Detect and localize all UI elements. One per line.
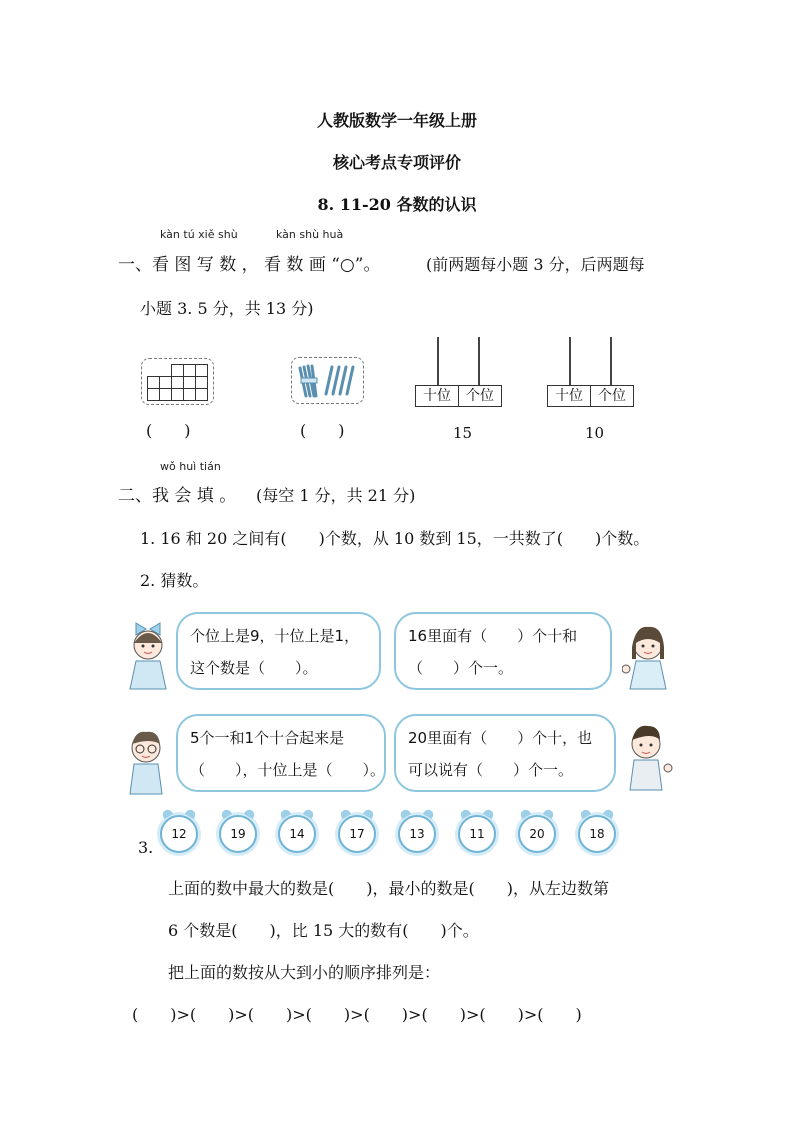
order-blanks: ( )>( )>( )>( )>( )>( )>( )>( ) (132, 1005, 582, 1024)
pinyin-look-write: kàn tú xiě shù (160, 228, 238, 241)
ones-label: 个位 (590, 386, 633, 406)
abacus-rod-ones (478, 337, 480, 387)
bubble-1-line2: 这个数是（ ）。 (190, 659, 318, 677)
ones-label: 个位 (458, 386, 501, 406)
girl-clip-icon (622, 615, 674, 695)
bubble-4-line1: 20里面有（ ）个十，也 (408, 729, 593, 747)
girl-bow-icon (122, 615, 174, 695)
blocks-figure (141, 358, 214, 405)
clock-number: 17 (338, 815, 376, 853)
abacus-rod-tens (569, 337, 571, 387)
question-3-line1: 上面的数中最大的数是( )，最小的数是( )，从左边数第 (168, 879, 609, 898)
clock-number: 14 (278, 815, 316, 853)
abacus-15 (415, 385, 502, 407)
question-3-line3: 把上面的数按从大到小的顺序排列是： (168, 963, 441, 982)
question-3-line2: 6 个数是( )，比 15 大的数有( )个。 (168, 921, 479, 940)
question-3-number: 3. (138, 838, 154, 857)
pinyin-i-can-fill: wǒ huì tián (160, 460, 221, 473)
bubble-2-line1: 16里面有（ ）个十和 (408, 627, 578, 645)
sticks-figure (291, 357, 364, 404)
sticks-icon (292, 358, 363, 403)
abacus-number-10: 10 (585, 424, 605, 442)
answer-paren-1: ( ) (146, 421, 191, 440)
section1-note-line2: 小题 3. 5 分，共 13 分) (140, 299, 314, 318)
speech-bubble-3 (176, 714, 386, 792)
clock-number: 19 (219, 815, 257, 853)
doc-title: 人教版数学一年级上册 (316, 111, 477, 130)
question-2: 2. 猜数。 (140, 571, 209, 590)
bubble-2-line2: （ ）个一。 (408, 659, 514, 677)
clock-number: 12 (160, 815, 198, 853)
section2-note: (每空 1 分，共 21 分) (256, 486, 416, 505)
boy-icon (618, 716, 674, 796)
doc-subtitle: 核心考点专项评价 (332, 153, 461, 172)
abacus-rod-ones (610, 337, 612, 387)
abacus-10 (547, 385, 634, 407)
tens-label: 十位 (555, 388, 583, 404)
bubble-3-line2: （ ），十位上是（ ）。 (190, 761, 386, 779)
clock-number: 11 (458, 815, 496, 853)
boy-glasses-icon (120, 720, 172, 800)
section1-note-line1: (前两题每小题 3 分，后两题每 (426, 255, 645, 274)
lesson-title: 8. 11-20 各数的认识 (317, 195, 477, 214)
clock-number: 20 (518, 815, 556, 853)
question-1: 1. 16 和 20 之间有( )个数，从 10 数到 15，一共数了( )个数。 (140, 529, 650, 548)
abacus-number-15: 15 (453, 424, 473, 442)
bubble-3-line1: 5个一和1个十合起来是 (190, 729, 345, 747)
abacus-rod-tens (437, 337, 439, 387)
clock-number: 13 (398, 815, 436, 853)
section1-heading: 一、看 图 写 数 ， 看 数 画 “○”。 (118, 255, 381, 275)
pinyin-look-draw: kàn shù huà (276, 228, 344, 241)
clock-number: 18 (578, 815, 616, 853)
bubble-4-line2: 可以说有（ ）个一。 (408, 761, 574, 779)
tens-label: 十位 (423, 388, 451, 404)
speech-bubble-4 (394, 714, 616, 792)
speech-bubble-2 (394, 612, 612, 690)
answer-paren-2: ( ) (300, 421, 345, 440)
speech-bubble-1 (176, 612, 381, 690)
bubble-1-line1: 个位上是9，十位上是1， (190, 627, 360, 645)
section2-heading: 二、我 会 填 。 (118, 486, 237, 506)
